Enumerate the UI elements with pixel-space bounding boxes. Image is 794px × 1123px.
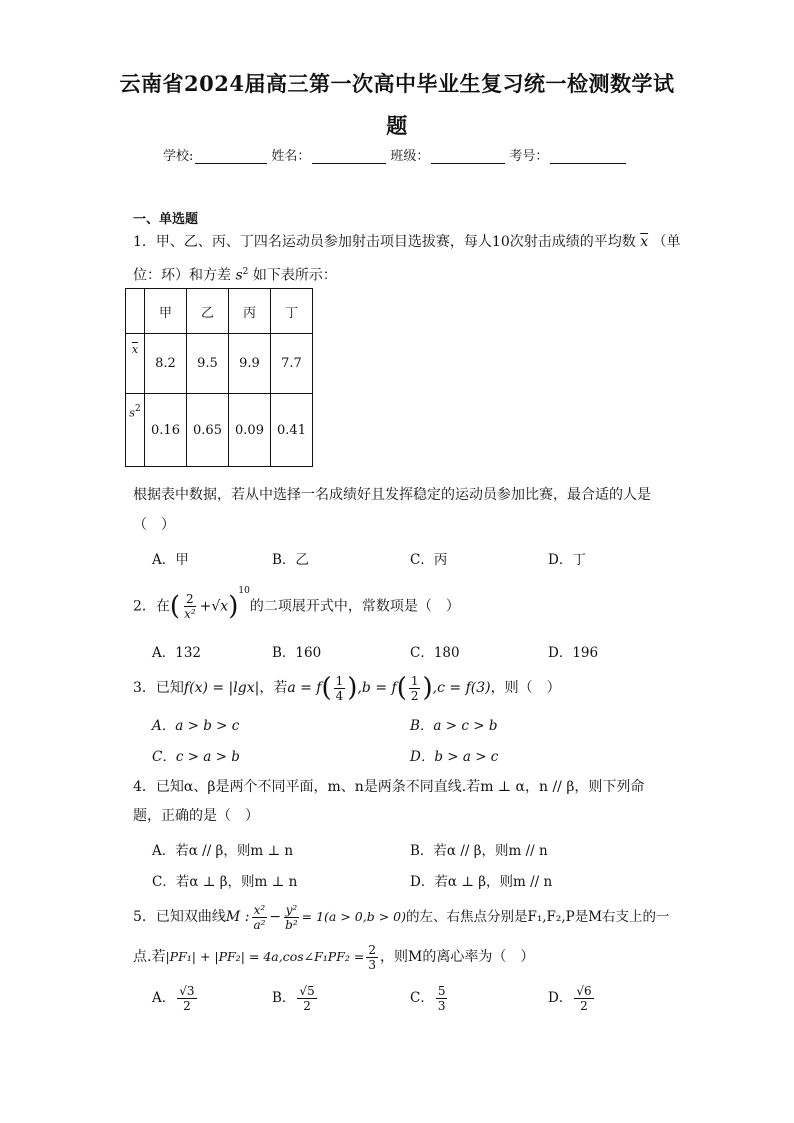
table-header-cell: 丁 (271, 289, 313, 334)
q2-suffix: 的二项展开式中，常数项是（ ） (249, 598, 460, 615)
q1-s: s (235, 267, 243, 284)
table-cell: 7.7 (271, 334, 313, 394)
q3-frac-a: $\frac{1}{4}$ (335, 673, 344, 703)
q3-option-d[interactable]: D．b > a > c (410, 749, 499, 765)
q1-s-exp: 2 (242, 267, 249, 277)
q3-option-c[interactable]: C．c > a > b (152, 749, 240, 765)
q2-option-c[interactable]: C．180 (410, 645, 460, 661)
q5-option-c[interactable]: C． $\frac{5}{3}$ (410, 984, 446, 1013)
q3-c: ,c = f(3) (432, 680, 491, 696)
q3-frac-b: $\frac{1}{2}$ (410, 673, 419, 703)
student-info-line (163, 145, 630, 164)
q2-option-d[interactable]: D．196 (548, 645, 599, 661)
school-label: 学校: (163, 149, 194, 164)
q5-condition: |PF₁| + |PF₂| = 4a,cos∠F₁PF₂ = (165, 949, 365, 964)
section-heading: 一、单选题 (133, 212, 199, 227)
q2-option-b[interactable]: B．160 (272, 645, 322, 661)
table-header-row (126, 289, 313, 334)
q3-mid: ，若 (259, 680, 288, 696)
q3-fx: f(x) = |lgx| (183, 680, 260, 696)
q2-line: 2．在( $\frac{2}{\text{x²}}$ +√x)$^{10}$的二项展开式中，常数项是（ ） (133, 586, 460, 622)
q2-option-a[interactable]: A．132 (152, 645, 202, 661)
q4-line2: 题，正确的是（ ） (133, 808, 259, 824)
q3-suffix: ，则（ ） (490, 680, 561, 696)
q1-after2: （ ） (133, 517, 175, 533)
q3-option-b[interactable]: B．a > c > b (410, 718, 498, 734)
q1-table (125, 288, 313, 467)
class-label: 班级： (390, 149, 430, 164)
table-cell: 8.2 (145, 334, 187, 394)
q4-option-b[interactable]: B．若α // β，则m // n (410, 843, 548, 859)
q1-line2 (133, 262, 337, 287)
q5-minus: − (269, 909, 282, 925)
q1-option-b[interactable]: B．乙 (272, 552, 309, 568)
table-cell: 9.9 (229, 334, 271, 394)
table-row (126, 394, 313, 467)
q5-option-a[interactable]: A． $\frac{√3}{2}$ (152, 984, 195, 1013)
name-label: 姓名： (271, 149, 311, 164)
q5-line2 (133, 940, 534, 974)
number-blank[interactable] (550, 149, 626, 164)
table-cell: 0.16 (145, 394, 187, 467)
q1-unit-open: （单 (652, 234, 681, 250)
q5-M: M : (225, 909, 250, 925)
q3-prefix: 3．已知 (133, 680, 184, 696)
q3-a: a = f (287, 680, 322, 696)
q1-text2b: 如下表所示： (252, 267, 337, 284)
q4-option-d[interactable]: D．若α ⊥ β，则m // n (410, 874, 553, 890)
q3-b: ,b = f (357, 680, 397, 696)
q2-prefix: 2．在 (133, 598, 170, 615)
q1-text2a: 位：环）和方差 (133, 267, 231, 284)
table-row (126, 334, 313, 394)
q5-line2a: 点.若 (133, 949, 166, 965)
q3-line: 3．已知f(x) = |lgx|，若a = f( $\frac{1}{4}$ ),b = f( $\frac{1}{2}$ ),c = f(3)，则（ ） (133, 673, 561, 703)
q5-eq: = 1(a > 0,b > 0) (301, 909, 406, 924)
q2-exponent: 10 (238, 586, 250, 596)
q5-line2b: ，则M的离心率为（ ） (380, 949, 535, 965)
page-title-line2: 题 (386, 113, 408, 138)
q1-line1 (133, 232, 681, 253)
q2-sqrt: √x (211, 598, 229, 615)
q4-option-a[interactable]: A．若α // β，则m ⊥ n (152, 843, 294, 859)
table-cell: 9.5 (187, 334, 229, 394)
q5-frac-y: $\frac{\text{y²}}{\text{b²}}$ (285, 902, 298, 932)
page-title-line1: 云南省2024届高三第一次高中毕业生复习统一检测数学试 (119, 71, 675, 96)
q5-cos-frac: $\frac{2}{3}$ (368, 942, 376, 972)
q4-line1: 4．已知α、β是两个不同平面，m、n是两条不同直线.若m ⊥ α，n // β，则下列命 (133, 779, 645, 795)
table-row-label: $\overline{x}$ (126, 334, 145, 394)
number-label: 考号： (509, 149, 549, 164)
q5-frac-x: $\frac{\text{x²}}{\text{a²}}$ (253, 902, 266, 932)
q2-fraction: $\frac{2}{\text{x²}}$ (184, 592, 196, 622)
q5-prefix: 5．已知双曲线 (133, 909, 226, 925)
school-blank[interactable] (195, 149, 267, 164)
q3-option-a[interactable]: A．a > b > c (152, 718, 240, 734)
q1-option-d[interactable]: D．丁 (548, 552, 586, 568)
q4-option-c[interactable]: C．若α ⊥ β，则m ⊥ n (152, 874, 298, 890)
name-blank[interactable] (312, 149, 386, 164)
table-row-label: $s^2$ (126, 394, 145, 467)
table-cell: 0.41 (271, 394, 313, 467)
class-blank[interactable] (431, 149, 505, 164)
q2-plus: + (199, 598, 212, 615)
q5-suffix1: 的左、右焦点分别是F₁,F₂,P是M右支上的一 (405, 909, 670, 925)
q5-option-d[interactable]: D． $\frac{√6}{2}$ (548, 984, 592, 1013)
q1-text1: 1．甲、乙、丙、丁四名运动员参加射击项目选拔赛，每人10次射击成绩的平均数 (133, 234, 636, 250)
q1-after1: 根据表中数据，若从中选择一名成绩好且发挥稳定的运动员参加比赛，最合适的人是 (133, 487, 651, 503)
q1-option-a[interactable]: A．甲 (152, 552, 189, 568)
q1-xbar: $\overline{x}$ (640, 234, 649, 250)
q5-option-b[interactable]: B． $\frac{√5}{2}$ (272, 984, 315, 1013)
q1-option-c[interactable]: C．丙 (410, 552, 448, 568)
q5-line1 (133, 900, 670, 934)
table-cell: 0.09 (229, 394, 271, 467)
table-cell: 0.65 (187, 394, 229, 467)
table-header-cell: 甲 (145, 289, 187, 334)
table-header-cell: 乙 (187, 289, 229, 334)
table-header-cell: 丙 (229, 289, 271, 334)
table-corner (126, 289, 145, 334)
